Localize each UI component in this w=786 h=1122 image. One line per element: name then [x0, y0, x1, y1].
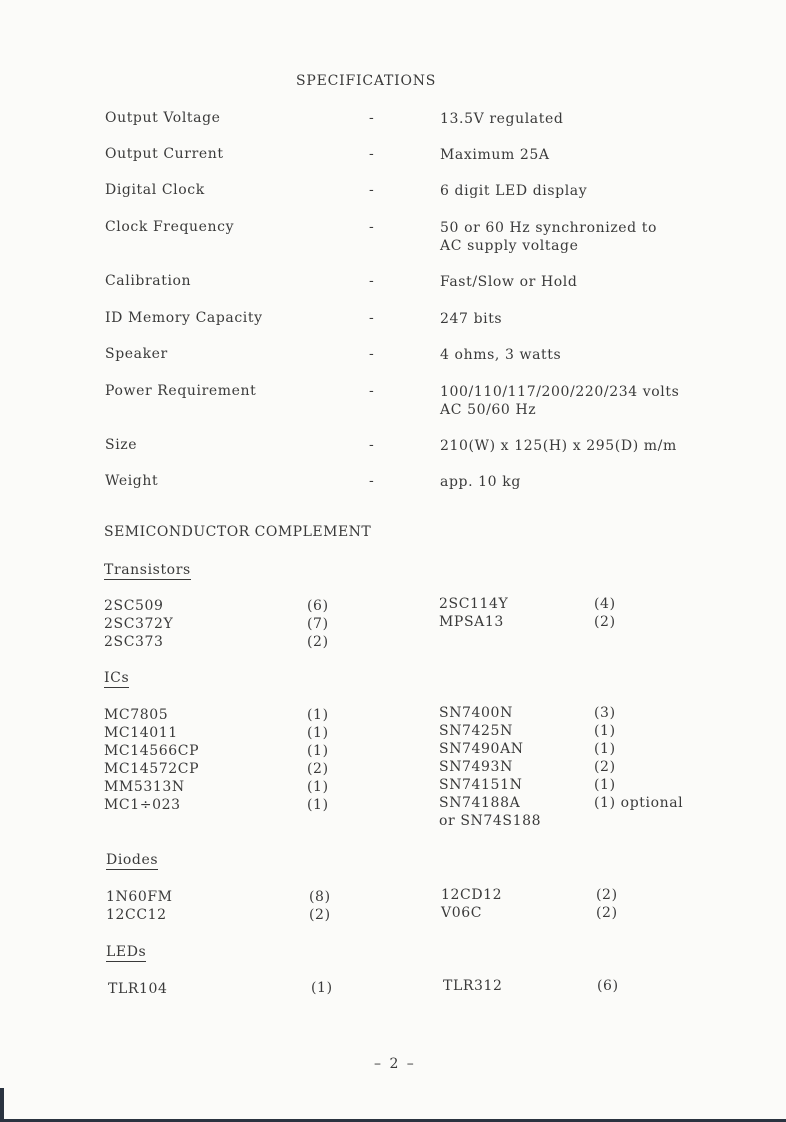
part-count: (1): [594, 741, 616, 757]
spec-label: Size: [105, 437, 138, 453]
count-list-right: [596, 886, 618, 922]
spec-label: Speaker: [105, 346, 168, 362]
count-list-right: [594, 595, 616, 631]
spec-label: Clock Frequency: [105, 219, 235, 235]
part-count: (1): [594, 723, 616, 739]
part-name: MC14566CP: [104, 743, 200, 759]
spec-dash: -: [369, 273, 375, 289]
part-count: (4): [594, 596, 616, 612]
part-name: SN7425N: [439, 723, 513, 739]
spec-dash: -: [369, 219, 375, 235]
spec-dash: -: [369, 437, 375, 453]
part-count: (1): [307, 743, 329, 759]
part-name: 2SC509: [104, 598, 164, 614]
part-count: (1): [307, 779, 329, 795]
part-list-right: [443, 977, 503, 995]
part-count: (2): [596, 905, 618, 921]
part-count: (8): [309, 889, 331, 905]
spec-value: Maximum 25A: [440, 147, 550, 163]
part-name: SN7490AN: [439, 741, 524, 757]
part-name: 2SC114Y: [439, 596, 509, 612]
spec-value: 4 ohms, 3 watts: [440, 347, 562, 363]
part-name: or SN74S188: [439, 813, 542, 829]
part-name: MC14572CP: [104, 761, 200, 777]
part-count: (2): [309, 907, 331, 923]
part-list-left: [108, 980, 168, 998]
part-name: 2SC373: [104, 634, 164, 650]
part-name: MC7805: [104, 707, 169, 723]
count-list-left: [307, 597, 329, 651]
spec-value: 6 digit LED display: [440, 183, 588, 199]
spec-value: 247 bits: [440, 311, 503, 327]
part-count: (3): [594, 705, 616, 721]
part-list-right: [439, 595, 508, 631]
spec-label: Power Requirement: [105, 383, 257, 399]
count-list-left: [307, 706, 329, 814]
spec-value: 13.5V regulated: [440, 111, 564, 127]
spec-label: Output Current: [105, 146, 224, 162]
part-count: (7): [307, 616, 329, 632]
spec-dash: -: [369, 310, 375, 326]
part-count: (1): [307, 707, 329, 723]
part-name: TLR104: [108, 981, 168, 997]
part-name: SN74151N: [439, 777, 523, 793]
part-count: (2): [596, 887, 618, 903]
part-list-right: [441, 886, 502, 922]
page-number: – 2 –: [374, 1056, 416, 1072]
part-count: (2): [594, 759, 616, 775]
spec-dash: -: [369, 383, 375, 399]
count-list-right: [594, 704, 683, 812]
part-count: (1): [594, 777, 616, 793]
spec-label: Output Voltage: [105, 110, 221, 126]
part-list-right: [439, 704, 541, 830]
part-name: 1N60FM: [106, 889, 173, 905]
page-title: SPECIFICATIONS: [296, 73, 437, 89]
scan-left-edge: [0, 1088, 4, 1122]
part-count: (2): [307, 634, 329, 650]
group-heading: ICs: [104, 670, 130, 686]
spec-value: 210(W) x 125(H) x 295(D) m/m: [440, 438, 677, 454]
count-list-right: [597, 977, 619, 995]
part-name: TLR312: [443, 978, 503, 994]
spec-label: ID Memory Capacity: [105, 310, 263, 326]
part-name: 12CC12: [106, 907, 167, 923]
spec-dash: -: [369, 473, 375, 489]
spec-dash: -: [369, 182, 375, 198]
part-name: SN7400N: [439, 705, 513, 721]
count-list-left: [311, 979, 333, 997]
spec-label: Digital Clock: [105, 182, 205, 198]
part-count: (1): [307, 797, 329, 813]
part-name: V06C: [441, 905, 483, 921]
part-count: (1): [307, 725, 329, 741]
part-name: 12CD12: [441, 887, 503, 903]
section-heading: SEMICONDUCTOR COMPLEMENT: [104, 524, 372, 540]
group-heading: Diodes: [106, 852, 159, 868]
part-count: (6): [597, 978, 619, 994]
part-count: (6): [307, 598, 329, 614]
part-name: SN74188A: [439, 795, 521, 811]
spec-dash: -: [369, 346, 375, 362]
part-count: (1) optional: [594, 795, 684, 811]
spec-dash: -: [369, 110, 375, 126]
spec-value: 100/110/117/200/220/234 volts AC 50/60 Hz: [440, 384, 680, 418]
spec-value: 50 or 60 Hz synchronized to AC supply voltage: [440, 220, 658, 254]
part-count: (2): [307, 761, 329, 777]
spec-label: Weight: [105, 473, 159, 489]
count-list-left: [309, 888, 331, 924]
part-name: SN7493N: [439, 759, 513, 775]
part-name: MPSA13: [439, 614, 504, 630]
part-list-left: [104, 597, 173, 651]
part-name: MC14011: [104, 725, 178, 741]
spec-value: app. 10 kg: [440, 474, 521, 490]
spec-dash: -: [369, 146, 375, 162]
part-list-left: [104, 706, 199, 814]
part-count: (2): [594, 614, 616, 630]
group-heading: LEDs: [106, 944, 147, 960]
part-count: (1): [311, 980, 333, 996]
group-heading: Transistors: [104, 562, 191, 578]
part-name: MC1÷023: [104, 797, 181, 813]
part-name: MM5313N: [104, 779, 185, 795]
spec-label: Calibration: [105, 273, 192, 289]
part-name: 2SC372Y: [104, 616, 174, 632]
spec-value: Fast/Slow or Hold: [440, 274, 578, 290]
part-list-left: [106, 888, 173, 924]
